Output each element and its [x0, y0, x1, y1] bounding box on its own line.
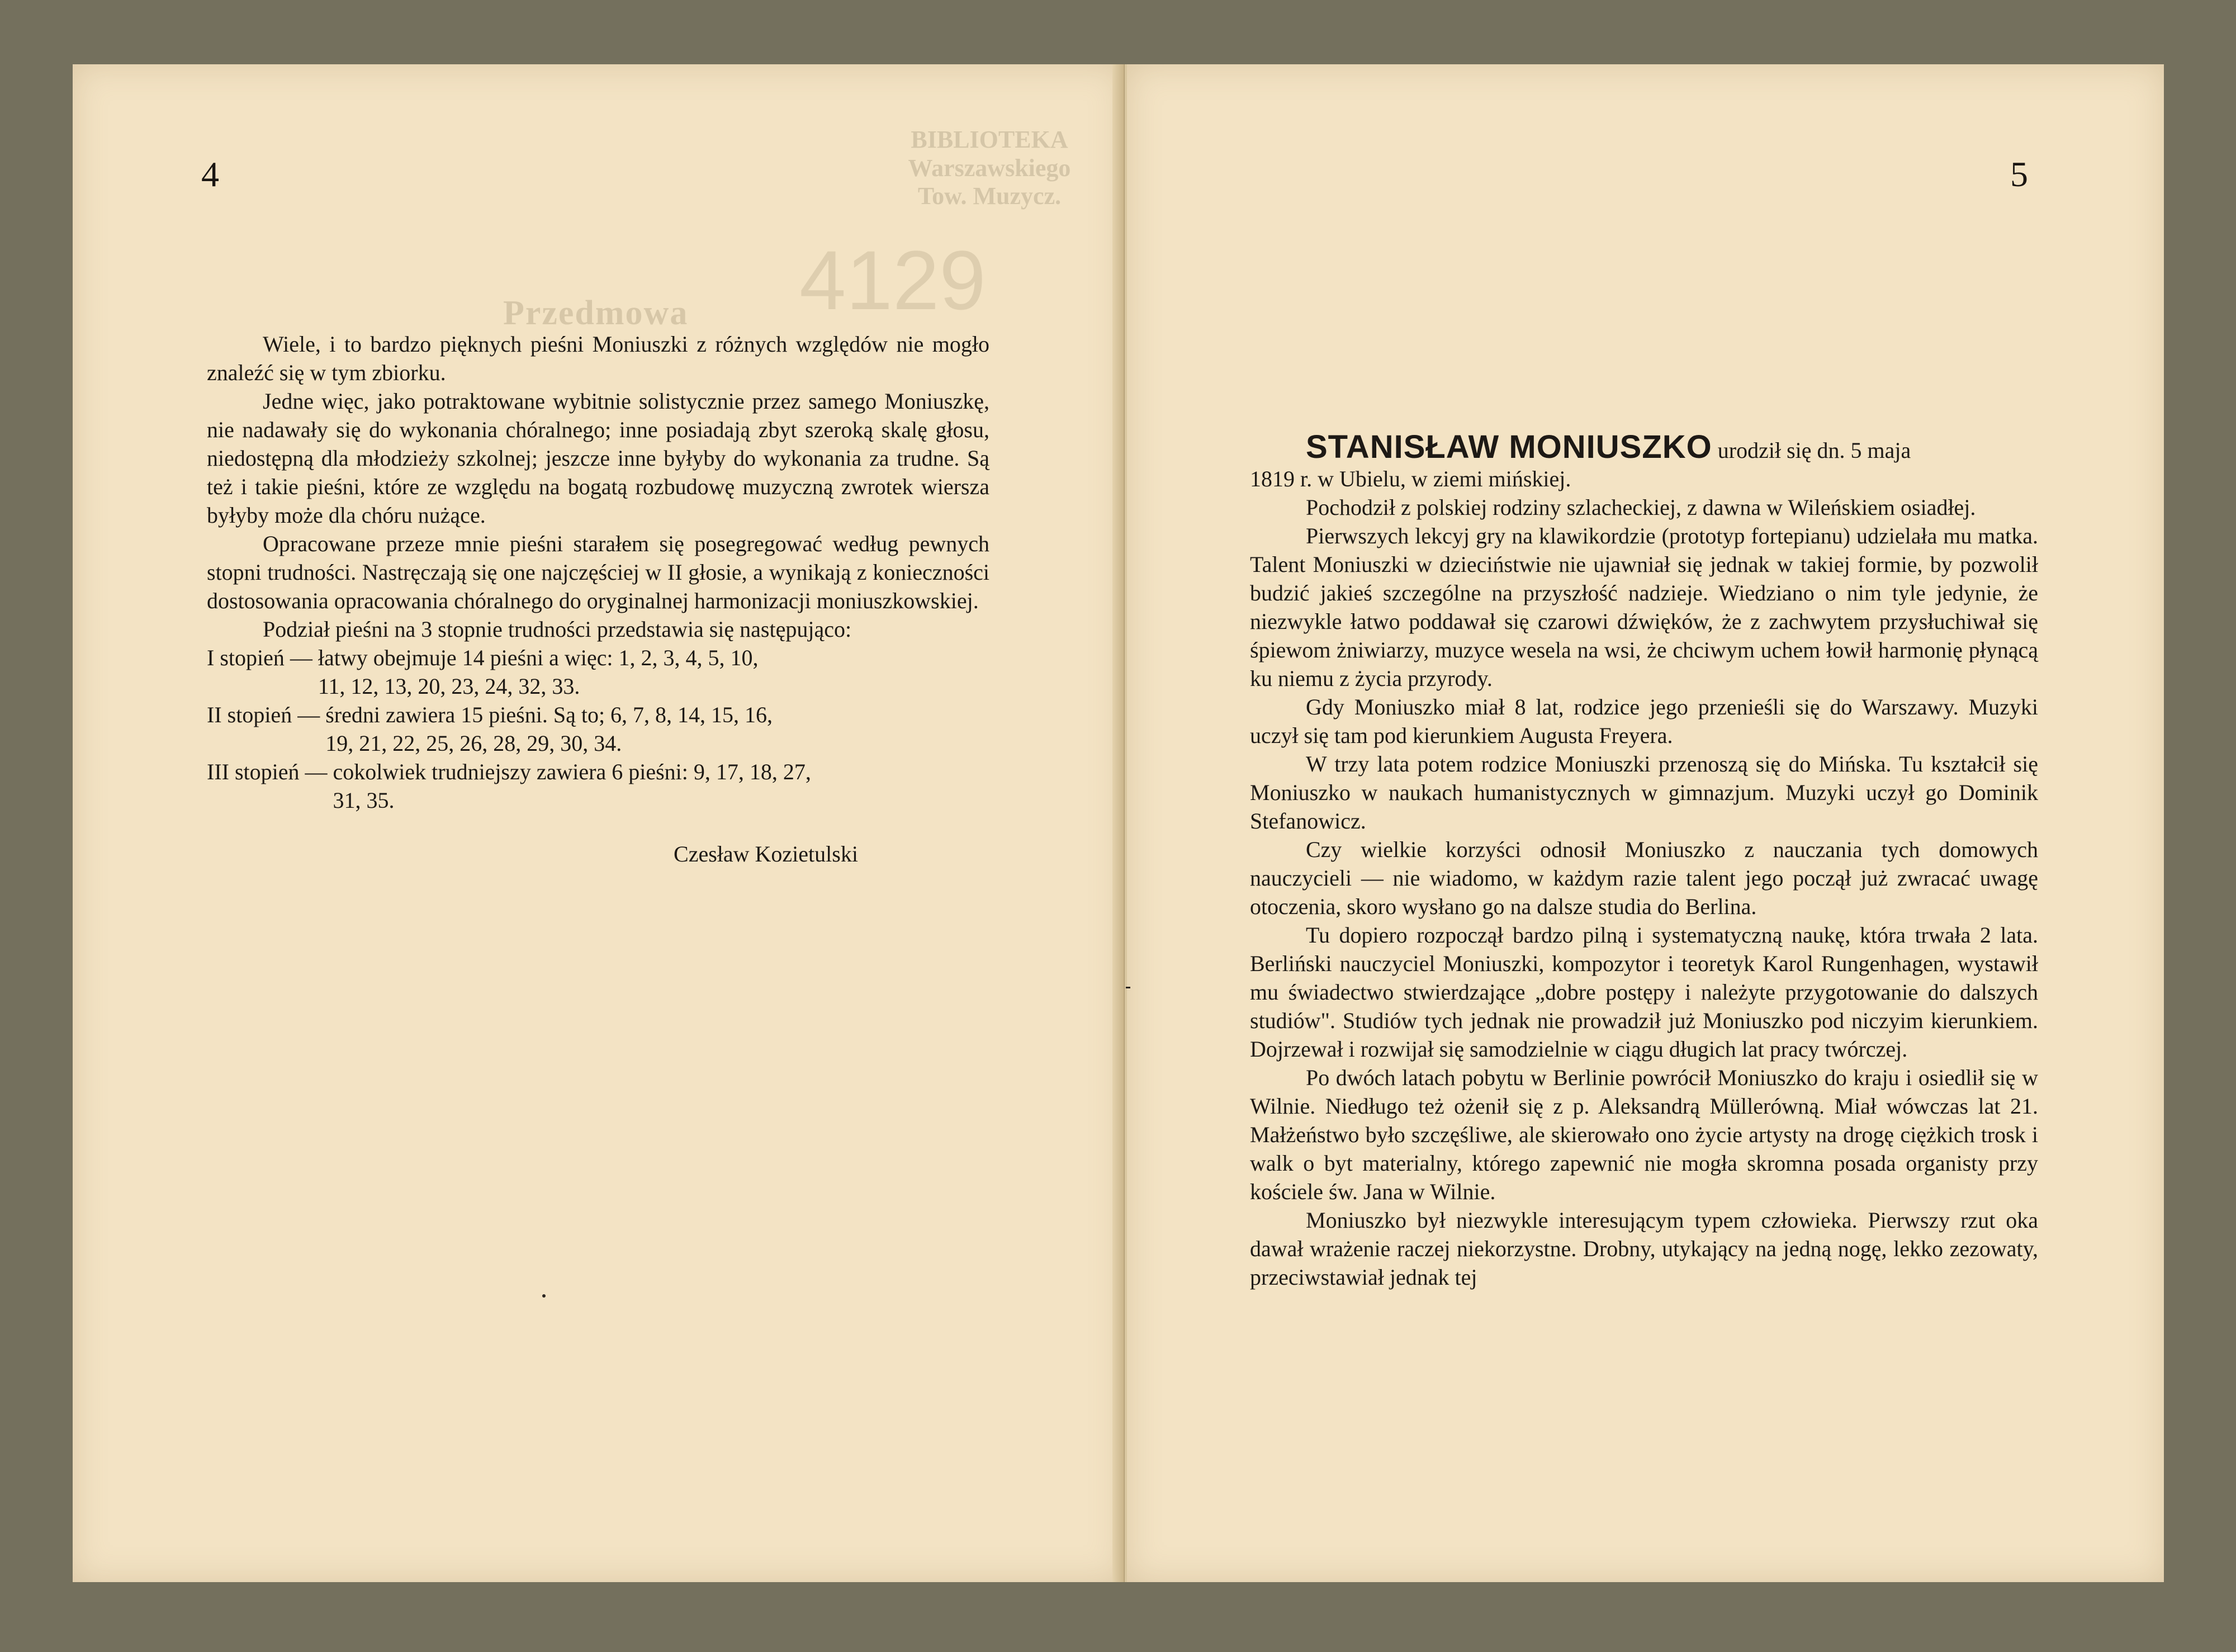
grade-body	[333, 758, 989, 815]
grade-label: I stopień —	[207, 645, 312, 670]
paragraph: Moniuszko był niezwykle interesującym typem człowieka. Pierwszy rzut oka dawał wrażenie raczej niekorzystne. Drobny, utykający na jedną nogę, lekko zezowaty, przeciwstawiał jednak tej	[1250, 1208, 2038, 1290]
right-page	[1125, 64, 2164, 1582]
paragraph: Tu dopiero rozpoczął bardzo pilną i systematyczną naukę, która trwała 2 lata. Berliński nauczyciel Moniuszki, kompozytor i teoretyk Karol Rungenhagen, wystawił mu świadectwo stwierdzające „dobre postępy i należyte przygotowanie do dalszych studiów". Studiów tych jednak nie prowadził już Moniuszko pod niczyim kierunkiem. Dojrzewał i rozwijał się samodzielnie w ciągu długich lat pracy twórczej.	[1250, 922, 2038, 1062]
stamp-line: Tow. Muzycz.	[917, 182, 1062, 210]
title-name: STANISŁAW MONIUSZKO	[1306, 429, 1712, 465]
left-page-number: 4	[201, 154, 219, 194]
show-through-heading: Przedmowa	[503, 294, 689, 332]
right-page-number: 5	[2010, 154, 2028, 194]
library-stamp-ghost	[861, 126, 1118, 211]
left-page-text	[207, 330, 989, 868]
grade-body	[325, 700, 989, 758]
stamp-number-ghost: 4129	[799, 233, 986, 327]
grade-line: cokolwiek trudniejszy zawiera 6 pieśni: 9, 17, 18, 27,	[333, 759, 811, 784]
title-line	[1250, 430, 2038, 465]
difficulty-grade	[207, 643, 989, 700]
stamp-line: BIBLIOTEKA	[911, 126, 1068, 153]
stamp-line: Warszawskiego	[908, 154, 1071, 182]
title-rest: urodził się dn. 5 maja	[1712, 438, 1911, 463]
speck	[1126, 987, 1130, 988]
paragraph: Jedne więc, jako potraktowane wybitnie solistycznie przez samego Moniuszkę, nie nadawały się do wykonania chóralnego; inne posiadają zbyt szeroką skalę głosu, niedostępną dla młodzieży szkolnej; jeszcze inne byłyby do wykonania za trudne. Są też i takie pieśni, które ze względu na bogatą rozbudowę muzyczną zwrotek wiersza byłyby może dla chóru nużące.	[207, 389, 989, 528]
grade-line: 31, 35.	[333, 788, 395, 813]
right-page-text	[1250, 430, 2038, 1291]
grade-line: 19, 21, 22, 25, 26, 28, 29, 30, 34.	[325, 731, 622, 756]
paragraph: W trzy lata potem rodzice Moniuszki przenoszą się do Mińska. Tu kształcił się Moniuszko w naukach humanistycznych w gimnazjum. Muzyki uczył go Dominik Stefanowicz.	[1250, 751, 2038, 834]
author-signature: Czesław Kozietulski	[674, 841, 858, 867]
difficulty-grade	[207, 758, 989, 815]
paragraph: 1819 r. w Ubielu, w ziemi mińskiej.	[1250, 466, 1571, 491]
grade-label: II stopień —	[207, 702, 320, 727]
left-page	[73, 64, 1126, 1582]
paragraph: Czy wielkie korzyści odnosił Moniuszko z nauczania tych domowych nauczycieli — nie wiadomo, w każdym razie talent jego począł już zwracać uwagę otoczenia, skoro wysłano go na dalsze studia do Berlina.	[1250, 837, 2038, 919]
paragraph: Po dwóch latach pobytu w Berlinie powrócił Moniuszko do kraju i osiedlił się w Wilnie. Niedługo też ożenił się z p. Aleksandrą Müllerówną. Miał wówczas lat 21. Małżeństwo było szczęśliwe, ale skierowało ono życie artysty na drogę ciężkich trosk i walk o byt materialny, którego zapewnić nie mogła skromna posada organisty przy kościele św. Jana w Wilnie.	[1250, 1065, 2038, 1204]
difficulty-grade	[207, 700, 989, 758]
paragraph: Pochodził z polskiej rodziny szlacheckiej, z dawna w Wileńskiem osiadłej.	[1306, 495, 1976, 520]
grade-label: III stopień —	[207, 759, 328, 784]
speck	[542, 1294, 546, 1298]
paragraph: Gdy Moniuszko miał 8 lat, rodzice jego przenieśli się do Warszawy. Muzyki uczył się tam pod kierunkiem Augusta Freyera.	[1250, 694, 2038, 748]
paragraph: Opracowane przeze mnie pieśni starałem się posegregować według pewnych stopni trudności. Nastręczają się one najczęściej w II głosie, a wynikają z konieczności dostosowania opracowania chóralnego do oryginalnej harmonizacji moniuszkowskiej.	[207, 531, 989, 613]
paragraph: Wiele, i to bardzo pięknych pieśni Moniuszki z różnych względów nie mogło znaleźć się w tym zbiorku.	[207, 332, 989, 385]
grade-body	[318, 643, 989, 700]
grade-line: 11, 12, 13, 20, 23, 24, 32, 33.	[318, 674, 580, 699]
grade-line: łatwy obejmuje 14 pieśni a więc: 1, 2, 3, 4, 5, 10,	[318, 645, 759, 670]
paragraph: Pierwszych lekcyj gry na klawikordzie (prototyp fortepianu) udzielała mu matka. Talent Moniuszki w dzieciństwie nie ujawniał się jednak w takiej formie, by pozwolił budzić jakieś szczególne na przyszłość nadzieje. Wiedziano o nim tyle jedynie, że niezwykle łatwo poddawał się czarowi dźwięków, że z zachwytem przysłuchiwał się śpiewom żniwiarzy, muzyce wesela na wsi, że chciwym uchem łowił harmonię płynącą ku niemu z życia przyrody.	[1250, 523, 2038, 691]
paragraph: Podział pieśni na 3 stopnie trudności przedstawia się następująco:	[263, 617, 852, 642]
grade-line: średni zawiera 15 pieśni. Są to; 6, 7, 8, 14, 15, 16,	[325, 702, 773, 727]
